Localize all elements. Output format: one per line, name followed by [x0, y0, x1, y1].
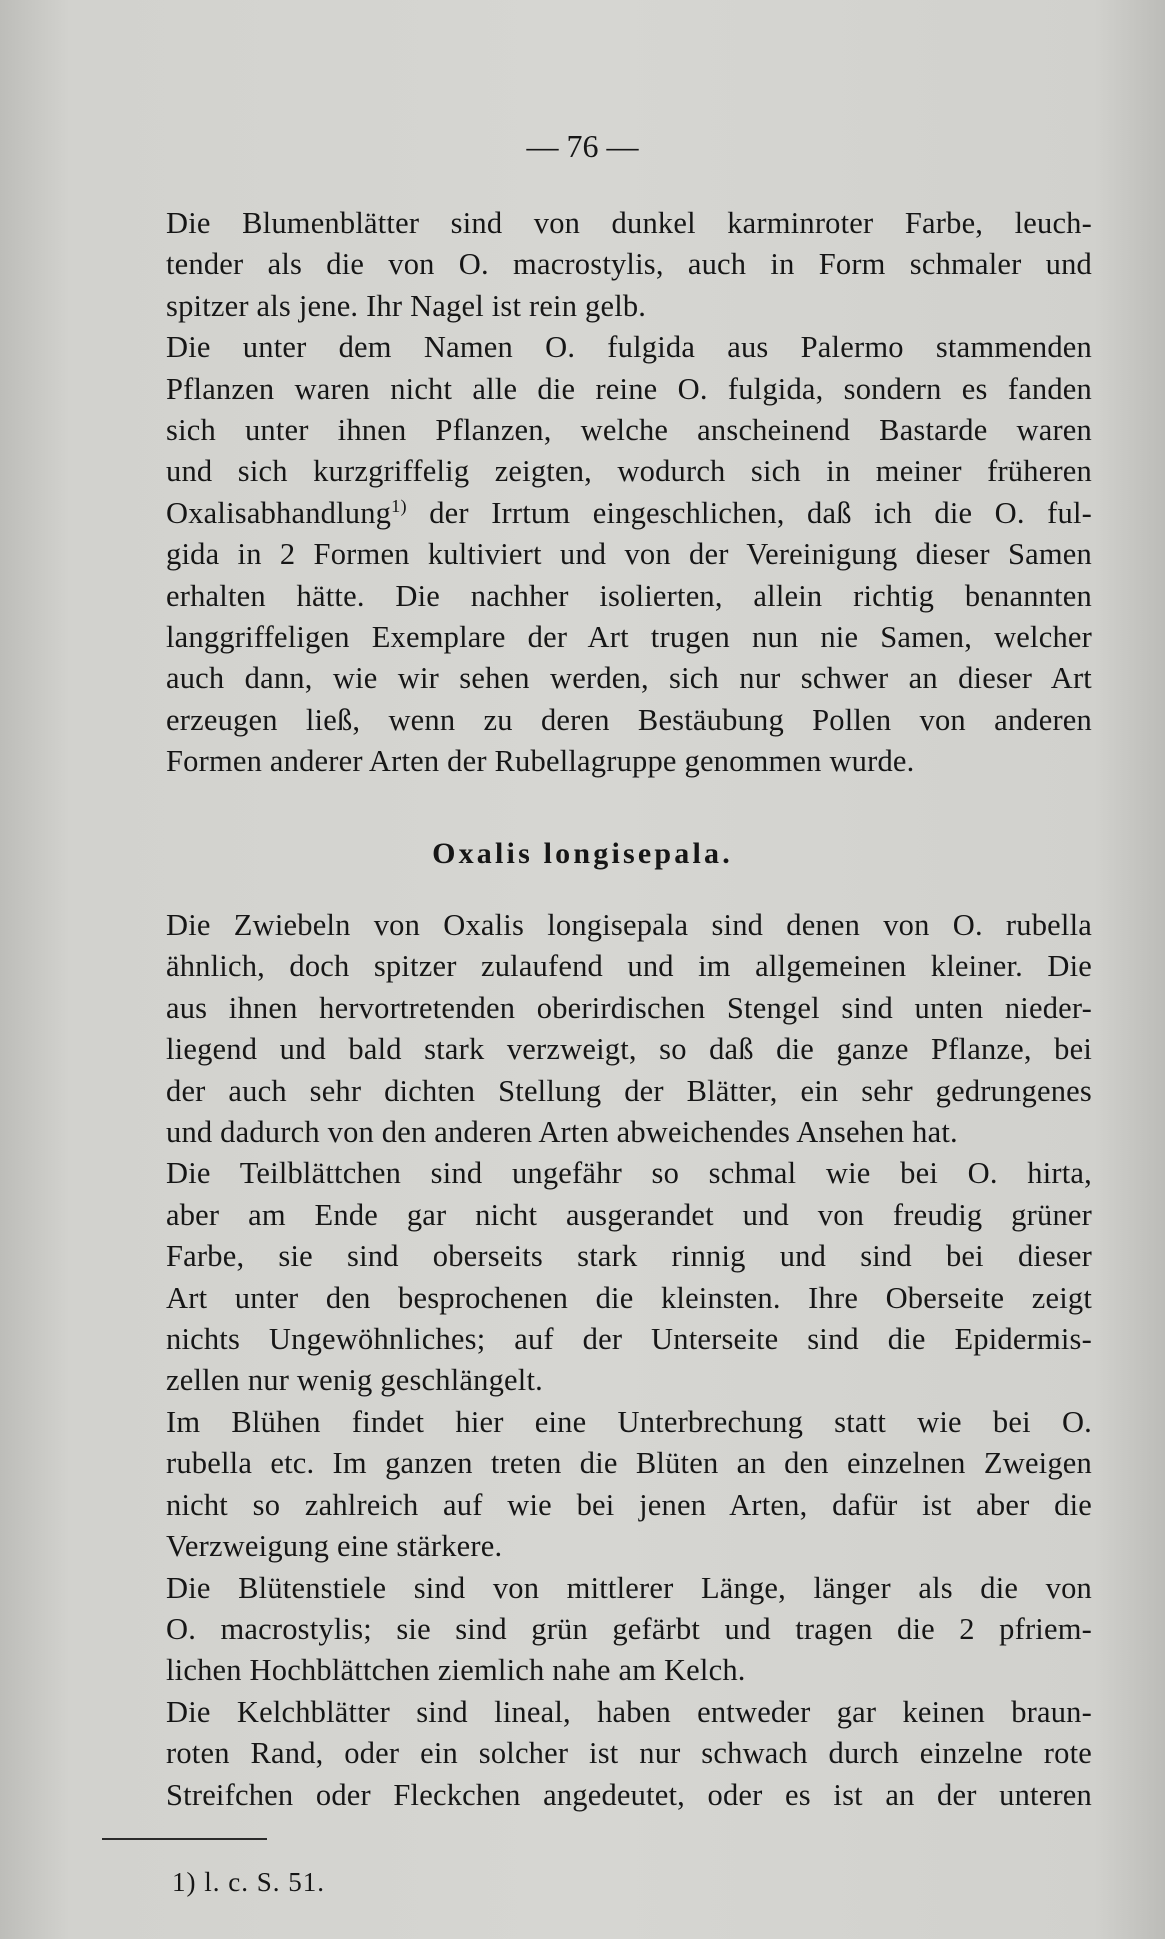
- text-line: Verzweigung eine stärkere.: [166, 1529, 503, 1564]
- footnote-divider: [102, 1838, 267, 1840]
- text-line: Farbe, sie sind oberseits stark rinnig und sind bei dieser: [166, 1239, 1092, 1274]
- paragraph-flowering: [100, 1402, 1092, 1568]
- text-line: Art unter den besprochenen die kleinsten. Ihre Oberseite zeigt: [166, 1280, 1092, 1315]
- text-line: nichts Ungewöhnliches; auf der Unterseite sind die Epidermis-: [166, 1322, 1092, 1357]
- text-line: Die Blumenblätter sind von dunkel karminroter Farbe, leuch-: [166, 206, 1092, 240]
- paragraph-fulgida: [100, 327, 1092, 782]
- paragraph-petals: [100, 203, 1092, 327]
- text-line: Pflanzen waren nicht alle die reine O. fulgida, sondern es fanden: [166, 371, 1092, 406]
- text-line: aber am Ende gar nicht ausgerandet und von freudig grüner: [166, 1197, 1092, 1232]
- text-fragment: Oxalisabhandlung: [166, 495, 392, 530]
- text-line: Im Blühen findet hier eine Unterbrechung statt wie bei O.: [166, 1404, 1092, 1439]
- text-line: nicht so zahlreich auf wie bei jenen Arten, dafür ist aber die: [166, 1487, 1092, 1522]
- text-line: Die Kelchblätter sind lineal, haben entweder gar keinen braun-: [166, 1694, 1092, 1729]
- text-line: O. macrostylis; sie sind grün gefärbt und tragen die 2 pfriem-: [166, 1611, 1092, 1646]
- paragraph-flower-stalks: [100, 1568, 1092, 1692]
- text-line: roten Rand, oder ein solcher ist nur schwach durch einzelne rote: [166, 1736, 1092, 1771]
- text-fragment: der Irrtum eingeschlichen, daß ich die O. ful-: [429, 495, 1092, 530]
- paragraph-bulbs: [100, 905, 1092, 1153]
- text-line: liegend und bald stark verzweigt, so daß die ganze Pflanze, bei: [166, 1032, 1092, 1067]
- text-line: der auch sehr dichten Stellung der Blätter, ein sehr gedrungenes: [166, 1073, 1092, 1108]
- section-heading: Oxalis longisepala.: [432, 837, 733, 870]
- text-line: spitzer als jene. Ihr Nagel ist rein gelb.: [166, 288, 647, 323]
- text-line: aus ihnen hervortretenden oberirdischen Stengel sind unten nieder-: [166, 990, 1092, 1025]
- text-line: erzeugen ließ, wenn zu deren Bestäubung Pollen von anderen: [166, 702, 1092, 737]
- text-line: lichen Hochblättchen ziemlich nahe am Kelch.: [166, 1653, 746, 1688]
- text-line: langgriffeligen Exemplare der Art trugen nun nie Samen, welcher: [166, 620, 1092, 655]
- text-line: und sich kurzgriffelig zeigten, wodurch sich in meiner früheren: [166, 454, 1092, 489]
- text-block-longisepala: [100, 905, 1092, 1816]
- text-line-with-footnote: [100, 493, 1092, 534]
- page-number: — 76 —: [526, 128, 639, 164]
- text-block-top: [100, 203, 1092, 783]
- footnote-reference: 1): [391, 495, 407, 516]
- text-line: ähnlich, doch spitzer zulaufend und im allgemeinen kleiner. Die: [166, 949, 1092, 984]
- text-line: auch dann, wie wir sehen werden, sich nur schwer an dieser Art: [166, 661, 1092, 696]
- footnote: 1) l. c. S. 51.: [172, 1867, 325, 1897]
- text-line: tender als die von O. macrostylis, auch in Form schmaler und: [166, 247, 1092, 282]
- text-line: Streifchen oder Fleckchen angedeutet, oder es ist an der unteren: [166, 1777, 1092, 1812]
- text-line: erhalten hätte. Die nachher isolierten, allein richtig benannten: [166, 578, 1092, 613]
- text-line: und dadurch von den anderen Arten abweichendes Ansehen hat.: [166, 1115, 958, 1150]
- text-line: gida in 2 Formen kultiviert und von der Vereinigung dieser Samen: [166, 537, 1092, 572]
- paragraph-leaflets: [100, 1153, 1092, 1401]
- text-line: Die Zwiebeln von Oxalis longisepala sind denen von O. rubella: [166, 908, 1092, 942]
- text-line: zellen nur wenig geschlängelt.: [166, 1363, 543, 1398]
- text-line: Die Blütenstiele sind von mittlerer Länge, länger als die von: [166, 1570, 1092, 1605]
- text-line: Formen anderer Arten der Rubellagruppe genommen wurde.: [166, 744, 915, 779]
- text-line: Die unter dem Namen O. fulgida aus Palermo stammenden: [166, 330, 1092, 365]
- text-line: sich unter ihnen Pflanzen, welche anscheinend Bastarde waren: [166, 413, 1092, 448]
- text-line: rubella etc. Im ganzen treten die Blüten an den einzelnen Zweigen: [166, 1446, 1092, 1481]
- paragraph-sepals: [100, 1692, 1092, 1816]
- text-line: Die Teilblättchen sind ungefähr so schmal wie bei O. hirta,: [166, 1156, 1092, 1191]
